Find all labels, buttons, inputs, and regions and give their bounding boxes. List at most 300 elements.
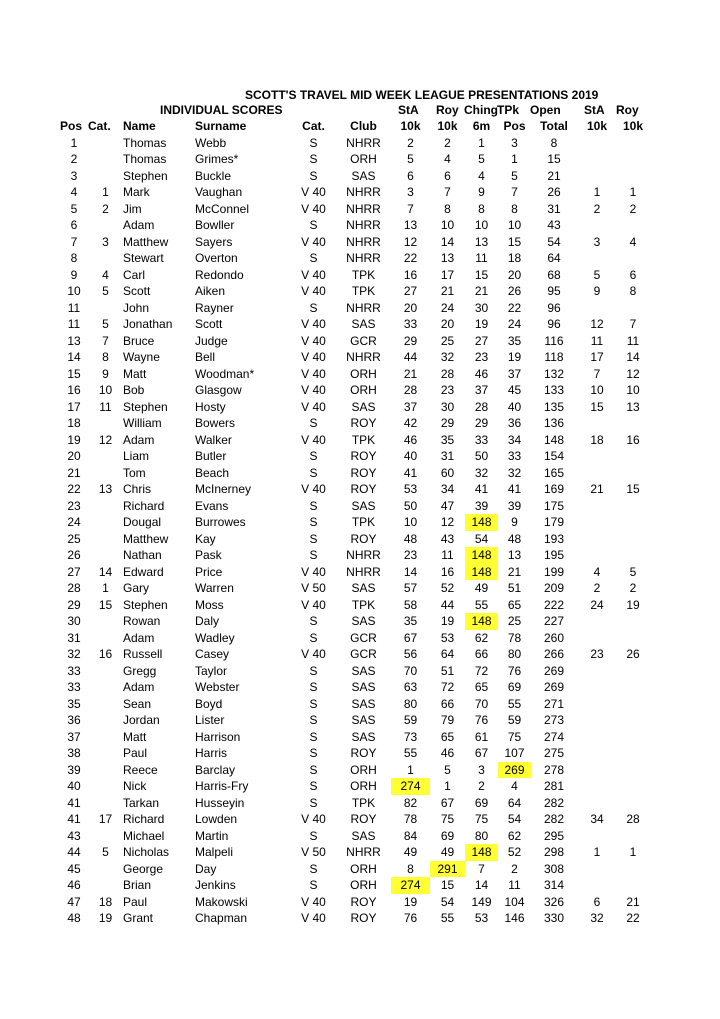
- cell-roy-10k: 51: [440, 663, 455, 678]
- cell-club: SAS: [351, 498, 376, 513]
- cell-roy-10k: 12: [440, 515, 455, 529]
- cell-open-total: 269: [543, 680, 565, 694]
- table-row: [60, 877, 649, 894]
- cell-ching-6m: 46: [474, 366, 489, 381]
- cell-club: TPK: [351, 432, 376, 447]
- cell-club: SAS: [351, 713, 376, 727]
- cell-roy-10k-2: 2: [629, 201, 637, 216]
- cell-pos: 26: [67, 548, 81, 562]
- cell-sta-10k: 70: [403, 663, 418, 678]
- cell-open-total: 275: [543, 746, 565, 760]
- table-row: [60, 267, 649, 284]
- cell-ching-6m: 75: [474, 812, 489, 826]
- cell-roy-10k-2: [617, 861, 649, 878]
- cell-pos: 33: [67, 663, 81, 678]
- table-row: [60, 828, 649, 845]
- cell-roy-10k: 67: [440, 795, 455, 810]
- cell-roy-10k-2: [617, 663, 649, 680]
- cell-sta-10k-2: [577, 861, 617, 878]
- cell-roy-10k: 25: [440, 333, 455, 348]
- cell-open-total: 193: [543, 531, 565, 546]
- cell-surname: Butler: [195, 449, 227, 463]
- cell-cat: 5: [102, 317, 109, 331]
- col-open-total: Total: [540, 119, 568, 133]
- cell-club: ORH: [350, 878, 377, 892]
- cell-category: V 40: [301, 482, 326, 496]
- table-row: [60, 184, 649, 201]
- cell-club: TPK: [351, 284, 376, 298]
- cell-ching-6m: 15: [474, 267, 489, 282]
- cell-sta-10k-2: 17: [590, 350, 604, 364]
- section-title: INDIVIDUAL SCORES: [160, 103, 283, 117]
- cell-sta-10k: 84: [403, 828, 418, 843]
- cell-pos: 17: [67, 399, 81, 414]
- cell-club: SAS: [351, 168, 376, 183]
- cell-cat: 3: [102, 234, 109, 249]
- cell-sta-10k: 59: [403, 713, 418, 727]
- cell-roy-10k-2: [617, 729, 649, 746]
- cell-roy-10k-2: [617, 877, 649, 894]
- cell-surname: Moss: [195, 597, 224, 612]
- cell-club: NHRR: [346, 218, 381, 232]
- cell-sta-10k-2: 4: [593, 564, 601, 579]
- table-row: [60, 399, 649, 416]
- cell-pos: 31: [67, 630, 81, 645]
- cell-sta-10k-2: [577, 168, 617, 185]
- cell-ching-6m: 13: [474, 234, 489, 249]
- cell-cat: [88, 663, 123, 680]
- cell-name: Jim: [123, 201, 142, 216]
- cell-ching-6m: 65: [474, 680, 489, 694]
- cell-surname: Makowski: [195, 894, 248, 909]
- table-row: [60, 613, 649, 630]
- cell-roy-10k: 52: [440, 581, 455, 595]
- cell-roy-10k: 17: [440, 267, 455, 282]
- col-pos: Pos: [60, 119, 83, 133]
- cell-ching-6m: 67: [474, 746, 489, 760]
- cell-ching-6m: 61: [474, 729, 489, 744]
- cell-tpk-pos: 20: [507, 267, 522, 282]
- cell-ching-6m: 19: [474, 317, 489, 331]
- cell-tpk-pos: 1: [511, 152, 518, 166]
- cell-roy-10k-2: 28: [626, 812, 640, 826]
- cell-roy-10k-2: [617, 630, 649, 647]
- cell-cat: [88, 712, 123, 729]
- cell-surname: Barclay: [195, 762, 236, 777]
- table-row: [60, 382, 649, 399]
- cell-name: Adam: [123, 432, 155, 447]
- header-sta: StA: [398, 103, 419, 117]
- cell-cat: 15: [98, 597, 113, 612]
- cell-pos: 36: [67, 713, 81, 727]
- cell-roy-10k-2: [617, 151, 649, 168]
- cell-open-total: 274: [543, 729, 565, 744]
- cell-tpk-pos: 36: [507, 416, 522, 430]
- cell-roy-10k: 54: [440, 894, 455, 909]
- col-sta-10k-2: 10k: [586, 119, 608, 133]
- table-row: [60, 646, 649, 663]
- cell-club: ROY: [350, 416, 377, 430]
- cell-surname: Bowller: [195, 218, 235, 232]
- cell-club: SAS: [351, 729, 376, 744]
- table-row: [60, 316, 649, 333]
- cell-surname: McInerney: [195, 482, 252, 496]
- cell-tpk-pos: 26: [507, 284, 522, 298]
- cell-cat: 10: [98, 383, 113, 397]
- cell-tpk-pos: 78: [507, 630, 522, 645]
- cell-sta-10k-2: [577, 465, 617, 482]
- cell-cat: 14: [98, 564, 113, 579]
- cell-surname: Daly: [195, 614, 220, 628]
- cell-pos: 29: [67, 597, 81, 612]
- cell-pos: 41: [67, 812, 81, 826]
- cell-sta-10k: 16: [403, 267, 418, 282]
- cell-cat: 9: [102, 366, 109, 381]
- cell-sta-10k-2: 18: [590, 432, 604, 447]
- cell-tpk-pos: 52: [507, 845, 522, 859]
- cell-roy-10k: 47: [440, 498, 455, 513]
- cell-club: TPK: [351, 795, 376, 810]
- table-row: [60, 465, 649, 482]
- cell-cat: 7: [102, 333, 109, 348]
- cell-cat: [88, 168, 123, 185]
- cell-pos: 10: [67, 284, 81, 298]
- cell-sta-10k-2: [577, 498, 617, 515]
- cell-ching-6m: 66: [474, 647, 489, 661]
- cell-name: Matt: [123, 729, 147, 744]
- cell-club: TPK: [351, 515, 376, 529]
- cell-club: NHRR: [346, 251, 381, 265]
- cell-sta-10k: 27: [403, 284, 418, 298]
- cell-pos: 40: [67, 779, 81, 793]
- cell-surname: Husseyin: [195, 795, 245, 810]
- cell-sta-10k-2: [577, 663, 617, 680]
- cell-name: John: [123, 300, 150, 315]
- cell-open-total: 330: [543, 911, 565, 925]
- cell-sta-10k-2: [577, 679, 617, 696]
- cell-sta-10k: 14: [403, 564, 418, 579]
- col-roy-10k: 10k: [437, 119, 458, 133]
- cell-roy-10k-2: 6: [629, 267, 637, 282]
- cell-pos: 45: [67, 861, 81, 876]
- col-cat: Cat.: [88, 119, 111, 133]
- cell-sta-10k: 29: [403, 333, 418, 348]
- cell-sta-10k: 76: [403, 911, 418, 925]
- cell-sta-10k-2: 11: [590, 333, 604, 348]
- cell-sta-10k-2: 2: [593, 201, 601, 216]
- scores-table: [60, 118, 649, 927]
- cell-sta-10k: 78: [403, 812, 418, 826]
- cell-roy-10k: 79: [440, 713, 455, 727]
- cell-open-total: 133: [543, 383, 565, 397]
- cell-roy-10k-2: 19: [626, 597, 640, 612]
- cell-club: ORH: [350, 383, 377, 397]
- cell-name: Matt: [123, 366, 147, 381]
- cell-category: V 40: [301, 399, 326, 414]
- cell-sta-10k: 1: [407, 762, 414, 777]
- cell-sta-10k: 33: [403, 317, 418, 331]
- cell-roy-10k: 28: [440, 366, 455, 381]
- cell-sta-10k-2: [577, 630, 617, 647]
- cell-name: Nathan: [123, 548, 162, 562]
- cell-open-total: 135: [543, 399, 565, 414]
- cell-open-total: 282: [543, 812, 565, 826]
- cell-ching-6m: 148: [465, 514, 498, 531]
- cell-open-total: 148: [543, 432, 565, 447]
- cell-sta-10k: 5: [407, 152, 414, 166]
- cell-tpk-pos: 64: [507, 795, 522, 810]
- cell-open-total: 43: [547, 218, 561, 232]
- cell-roy-10k-2: [617, 300, 649, 317]
- cell-cat: [88, 415, 123, 432]
- cell-open-total: 21: [547, 168, 561, 183]
- cell-sta-10k-2: [577, 415, 617, 432]
- cell-category: S: [309, 498, 318, 513]
- cell-sta-10k-2: [577, 217, 617, 234]
- cell-roy-10k: 2: [444, 135, 451, 150]
- cell-name: Michael: [123, 828, 165, 843]
- cell-sta-10k-2: 1: [593, 185, 601, 199]
- cell-category: V 40: [301, 894, 326, 909]
- table-row: [60, 201, 649, 218]
- cell-name: Carl: [123, 267, 146, 282]
- cell-club: GCR: [350, 647, 377, 661]
- cell-roy-10k: 16: [440, 564, 455, 579]
- cell-pos: 22: [67, 482, 81, 496]
- cell-category: V 40: [301, 647, 326, 661]
- table-row: [60, 762, 649, 779]
- cell-club: ORH: [350, 152, 377, 166]
- cell-roy-10k: 19: [440, 614, 455, 628]
- cell-surname: Walker: [195, 432, 232, 447]
- cell-club: TPK: [351, 597, 376, 612]
- cell-club: ROY: [350, 746, 377, 760]
- cell-tpk-pos: 35: [507, 333, 522, 348]
- col-tpk-pos: Pos: [503, 119, 526, 133]
- cell-tpk-pos: 62: [507, 828, 522, 843]
- cell-roy-10k: 35: [440, 432, 455, 447]
- cell-sta-10k: 55: [403, 746, 418, 760]
- cell-ching-6m: 9: [478, 185, 485, 199]
- cell-surname: Burrowes: [195, 515, 246, 529]
- cell-club: NHRR: [346, 201, 381, 216]
- cell-open-total: 308: [543, 861, 565, 876]
- cell-name: Reece: [123, 762, 158, 777]
- cell-pos: 14: [67, 350, 81, 364]
- cell-name: Richard: [123, 812, 165, 826]
- cell-sta-10k: 73: [403, 729, 418, 744]
- cell-roy-10k: 31: [440, 449, 455, 463]
- cell-roy-10k-2: [617, 762, 649, 779]
- cell-open-total: 96: [547, 300, 561, 315]
- cell-roy-10k-2: [617, 514, 649, 531]
- cell-roy-10k-2: 10: [626, 383, 640, 397]
- cell-ching-6m: 148: [465, 613, 498, 630]
- table-row: [60, 168, 649, 185]
- cell-sta-10k-2: [577, 696, 617, 713]
- cell-name: Edward: [123, 564, 164, 579]
- cell-roy-10k-2: [617, 217, 649, 234]
- cell-roy-10k: 7: [444, 185, 451, 199]
- cell-category: S: [309, 614, 318, 628]
- cell-cat: [88, 729, 123, 746]
- cell-open-total: 314: [543, 878, 565, 892]
- cell-open-total: 227: [543, 614, 565, 628]
- cell-cat: [88, 250, 123, 267]
- table-row: [60, 597, 649, 614]
- cell-open-total: 165: [543, 465, 565, 480]
- cell-open-total: 199: [543, 564, 565, 579]
- cell-ching-6m: 32: [474, 465, 489, 480]
- cell-pos: 21: [67, 465, 81, 480]
- cell-name: Jonathan: [123, 317, 173, 331]
- cell-club: NHRR: [346, 350, 381, 364]
- cell-roy-10k-2: 5: [629, 564, 637, 579]
- cell-pos: 18: [67, 416, 81, 430]
- cell-name: Brian: [123, 878, 152, 892]
- cell-roy-10k-2: 2: [629, 581, 637, 595]
- cell-sta-10k-2: [577, 135, 617, 152]
- cell-category: S: [309, 680, 318, 694]
- cell-category: S: [309, 531, 318, 546]
- cell-category: V 40: [301, 597, 326, 612]
- cell-sta-10k: 42: [403, 416, 418, 430]
- cell-category: S: [309, 746, 318, 760]
- cell-open-total: 26: [547, 185, 561, 199]
- cell-pos: 1: [70, 135, 78, 150]
- cell-club: SAS: [351, 696, 376, 711]
- cell-surname: Wadley: [195, 630, 235, 645]
- cell-surname: Martin: [195, 828, 229, 843]
- cell-pos: 7: [70, 234, 78, 249]
- cell-roy-10k: 49: [440, 845, 455, 859]
- cell-name: Mark: [123, 185, 150, 199]
- cell-tpk-pos: 15: [507, 234, 522, 249]
- table-row: [60, 630, 649, 647]
- cell-surname: Day: [195, 861, 217, 876]
- table-row: [60, 234, 649, 251]
- cell-roy-10k-2: [617, 498, 649, 515]
- cell-open-total: 154: [543, 449, 565, 463]
- cell-cat: [88, 613, 123, 630]
- cell-sta-10k-2: 2: [593, 581, 601, 595]
- cell-roy-10k: 10: [440, 218, 455, 232]
- cell-pos: 16: [67, 383, 81, 397]
- col-name: Name: [123, 119, 156, 133]
- cell-category: V 40: [301, 185, 326, 199]
- cell-cat: [88, 514, 123, 531]
- cell-tpk-pos: 51: [507, 581, 522, 595]
- cell-name: Scott: [123, 284, 151, 298]
- cell-open-total: 222: [543, 597, 565, 612]
- cell-category: V 50: [301, 845, 326, 859]
- cell-cat: 12: [98, 432, 113, 447]
- cell-cat: 5: [102, 845, 109, 859]
- cell-name: Tom: [123, 465, 146, 480]
- cell-surname: Beach: [195, 465, 230, 480]
- cell-ching-6m: 3: [478, 762, 485, 777]
- cell-cat: [88, 135, 123, 152]
- cell-sta-10k-2: 32: [590, 911, 604, 925]
- cell-pos: 15: [67, 366, 81, 381]
- cell-surname: Overton: [195, 251, 238, 265]
- cell-surname: Chapman: [195, 911, 248, 925]
- cell-name: Stephen: [123, 399, 168, 414]
- cell-category: S: [309, 168, 318, 183]
- header-open: Open: [530, 103, 561, 117]
- cell-roy-10k-2: 1: [629, 845, 637, 859]
- cell-cat: [88, 151, 123, 168]
- cell-tpk-pos: 37: [507, 366, 522, 381]
- cell-category: V 40: [301, 317, 326, 331]
- cell-tpk-pos: 69: [507, 680, 522, 694]
- cell-roy-10k: 43: [440, 531, 455, 546]
- cell-pos: 3: [70, 168, 78, 183]
- cell-tpk-pos: 22: [507, 300, 522, 315]
- cell-tpk-pos: 45: [507, 383, 522, 397]
- cell-surname: Malpeli: [195, 845, 234, 859]
- cell-roy-10k: 21: [440, 284, 455, 298]
- cell-sta-10k: 58: [403, 597, 418, 612]
- cell-surname: Taylor: [195, 663, 228, 678]
- cell-cat: 19: [98, 911, 113, 925]
- cell-tpk-pos: 59: [507, 713, 522, 727]
- cell-open-total: 326: [543, 894, 565, 909]
- cell-ching-6m: 29: [474, 416, 489, 430]
- cell-ching-6m: 14: [474, 878, 489, 892]
- cell-roy-10k-2: [617, 135, 649, 152]
- cell-sta-10k-2: [577, 151, 617, 168]
- header-sta-2: StA: [584, 103, 605, 117]
- cell-surname: Harrison: [195, 729, 241, 744]
- cell-tpk-pos: 39: [507, 498, 522, 513]
- cell-sta-10k: 37: [403, 399, 418, 414]
- table-row: [60, 151, 649, 168]
- cell-category: V 40: [301, 383, 326, 397]
- cell-pos: 47: [67, 894, 81, 909]
- table-row: [60, 333, 649, 350]
- cell-club: SAS: [351, 317, 376, 331]
- cell-name: Paul: [123, 746, 148, 760]
- cell-category: S: [309, 630, 318, 645]
- cell-open-total: 260: [543, 630, 565, 645]
- col-sta-10k: 10k: [400, 119, 421, 133]
- cell-open-total: 118: [544, 350, 564, 364]
- cell-surname: Bowers: [195, 416, 236, 430]
- cell-tpk-pos: 76: [507, 663, 522, 678]
- cell-roy-10k: 24: [440, 300, 455, 315]
- cell-surname: Redondo: [195, 267, 244, 282]
- cell-sta-10k: 82: [403, 795, 418, 810]
- cell-club: ORH: [350, 861, 377, 876]
- cell-roy-10k: 20: [440, 317, 455, 331]
- cell-tpk-pos: 3: [511, 135, 518, 150]
- cell-roy-10k-2: 21: [626, 894, 640, 909]
- cell-roy-10k: 30: [440, 399, 455, 414]
- cell-roy-10k-2: [617, 828, 649, 845]
- cell-name: Nicholas: [123, 845, 170, 859]
- cell-open-total: 195: [543, 548, 565, 562]
- cell-sta-10k: 57: [403, 581, 418, 595]
- cell-name: Tarkan: [123, 795, 160, 810]
- table-row: [60, 432, 649, 449]
- col-ching-6m: 6m: [472, 119, 491, 133]
- cell-club: NHRR: [346, 564, 381, 579]
- cell-surname: Jenkins: [195, 878, 236, 892]
- cell-name: Jordan: [123, 713, 160, 727]
- cell-roy-10k: 13: [440, 251, 455, 265]
- table-row: [60, 778, 649, 795]
